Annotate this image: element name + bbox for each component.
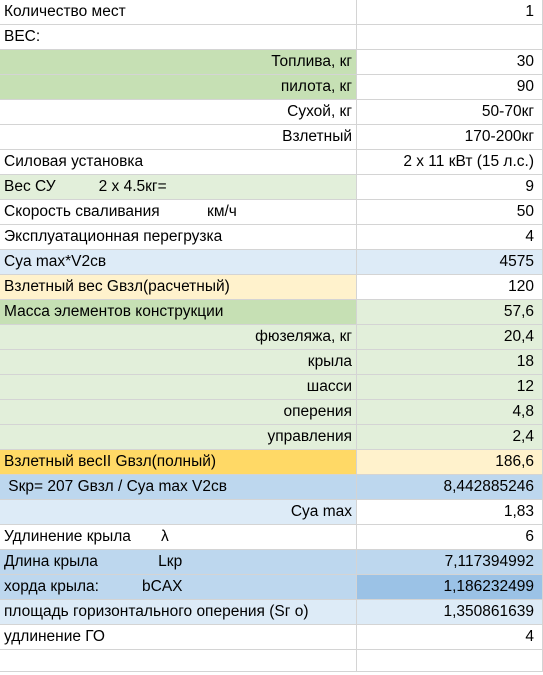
label-cell[interactable]: Силовая установка [0,150,357,175]
table-row[interactable] [0,375,543,400]
value-cell[interactable]: 4 [357,625,543,650]
value-cell[interactable]: 1,186232499 [357,575,543,600]
value-cell[interactable]: 9 [357,175,543,200]
table-row[interactable] [0,0,543,25]
table-row[interactable] [0,400,543,425]
empty-row[interactable] [0,650,543,675]
value-cell[interactable]: 18 [357,350,543,375]
label-cell[interactable]: Топлива, кг [0,50,357,75]
table-row[interactable] [0,25,543,50]
value-cell[interactable]: 1 [357,0,543,25]
label-cell[interactable]: оперения [0,400,357,425]
label-cell[interactable]: Взлетный весII Gвзл(полный) [0,450,357,475]
table-row[interactable] [0,625,543,650]
table-row[interactable] [0,325,543,350]
table-row[interactable] [0,300,543,325]
table-row[interactable] [0,500,543,525]
value-cell[interactable]: 12 [357,375,543,400]
label-cell[interactable]: Sкр= 207 Gвзл / Cya max V2св [0,475,357,500]
label-cell[interactable]: Количество мест [0,0,357,25]
label-cell[interactable]: Взлетный вес Gвзл(расчетный) [0,275,357,300]
table-row[interactable] [0,225,543,250]
empty-value-cell[interactable] [357,650,543,672]
label-cell[interactable]: Сухой, кг [0,100,357,125]
value-cell[interactable]: 50-70кг [357,100,543,125]
table-row[interactable] [0,425,543,450]
label-cell[interactable]: Масса элементов конструкции [0,300,357,325]
value-cell[interactable]: 90 [357,75,543,100]
table-row[interactable] [0,125,543,150]
value-cell[interactable]: 4,8 [357,400,543,425]
label-cell[interactable]: Cya max [0,500,357,525]
table-row[interactable] [0,50,543,75]
label-cell[interactable]: площадь горизонтального оперения (Sг о) [0,600,357,625]
table-row[interactable] [0,250,543,275]
table-row[interactable] [0,150,543,175]
value-cell[interactable]: 170-200кг [357,125,543,150]
value-cell[interactable]: 20,4 [357,325,543,350]
label-cell[interactable]: Длина крыла Lкр [0,550,357,575]
value-cell[interactable]: 1,350861639 [357,600,543,625]
table-row[interactable] [0,575,543,600]
table-row[interactable] [0,475,543,500]
label-cell[interactable]: ВЕС: [0,25,357,50]
value-cell[interactable]: 4575 [357,250,543,275]
label-cell[interactable]: Скорость сваливания км/ч [0,200,357,225]
table-row[interactable] [0,275,543,300]
value-cell[interactable]: 30 [357,50,543,75]
value-cell[interactable]: 2 х 11 кВт (15 л.с.) [357,150,543,175]
table-row[interactable] [0,350,543,375]
label-cell[interactable]: Взлетный [0,125,357,150]
label-cell[interactable]: шасси [0,375,357,400]
table-row[interactable] [0,525,543,550]
value-cell[interactable]: 7,117394992 [357,550,543,575]
label-cell[interactable]: Удлинение крыла λ [0,525,357,550]
label-cell[interactable]: Вес СУ 2 х 4.5кг= [0,175,357,200]
table-row[interactable] [0,100,543,125]
table-row[interactable] [0,600,543,625]
empty-label-cell[interactable] [0,650,357,672]
label-cell[interactable]: управления [0,425,357,450]
label-cell[interactable]: Cya max*V2св [0,250,357,275]
value-cell[interactable]: 4 [357,225,543,250]
table-row[interactable] [0,175,543,200]
label-cell[interactable]: хорда крыла: bCAX [0,575,357,600]
label-cell[interactable]: Эксплуатационная перегрузка [0,225,357,250]
value-cell[interactable]: 8,442885246 [357,475,543,500]
table-row[interactable] [0,450,543,475]
table-row[interactable] [0,200,543,225]
value-cell[interactable]: 50 [357,200,543,225]
value-cell[interactable]: 57,6 [357,300,543,325]
table-row[interactable] [0,75,543,100]
value-cell[interactable] [357,25,543,50]
value-cell[interactable]: 2,4 [357,425,543,450]
label-cell[interactable]: удлинение ГО [0,625,357,650]
value-cell[interactable]: 1,83 [357,500,543,525]
value-cell[interactable]: 6 [357,525,543,550]
label-cell[interactable]: крыла [0,350,357,375]
label-cell[interactable]: фюзеляжа, кг [0,325,357,350]
value-cell[interactable]: 186,6 [357,450,543,475]
value-cell[interactable]: 120 [357,275,543,300]
table-row[interactable] [0,550,543,575]
label-cell[interactable]: пилота, кг [0,75,357,100]
